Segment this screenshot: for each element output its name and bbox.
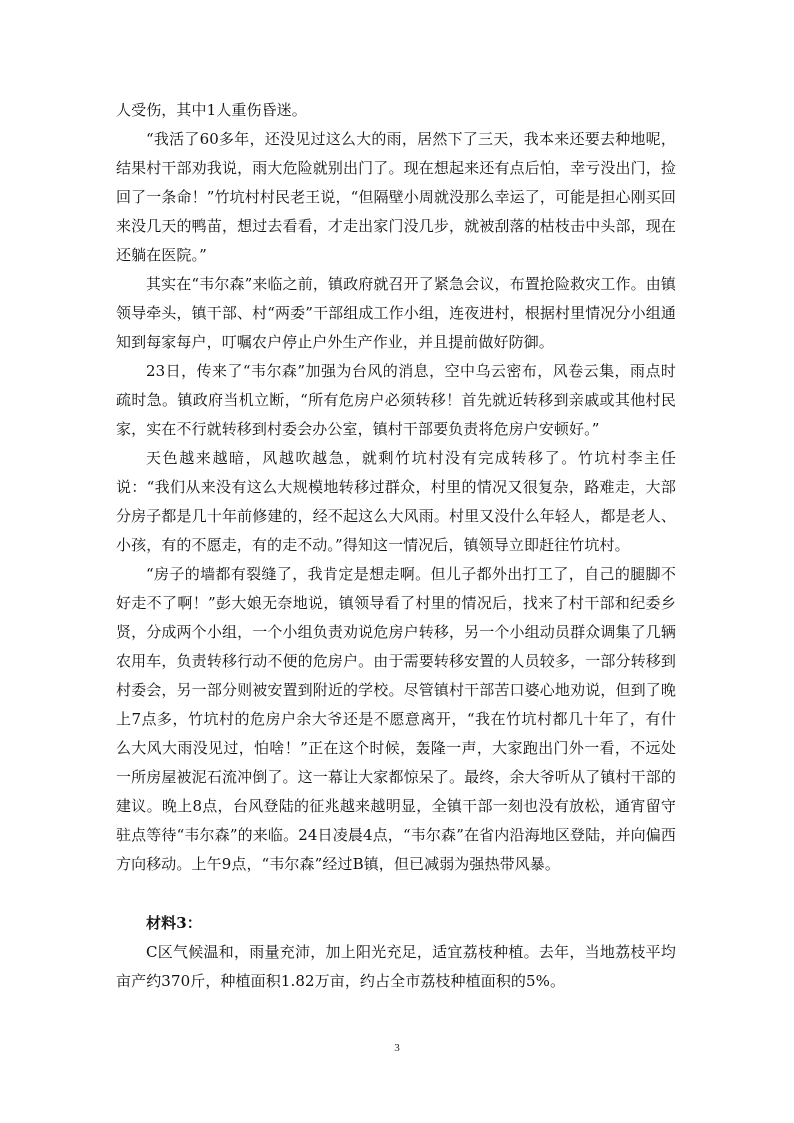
document-body (116, 96, 676, 996)
paragraph-zhukeng-village: 天色越来越暗，风越吹越急，就剩竹坑村没有完成转移了。竹坑村李主任说：“我们从来没有这么大规模地转移过群众，村里的情况又很复杂，路难走，大部分房子都是几十年前修建的，经不起这么大风雨。村里又没什么年轻人，都是老人、小孩，有的不愿走，有的走不动。”得知这一情况后，镇领导立即赶往竹坑村。 (116, 449, 676, 554)
page-number: 3 (394, 1042, 400, 1054)
paragraph-villager-quote: “我活了60多年，还没见过这么大的雨，居然下了三天，我本来还要去种地呢，结果村干部劝我说，雨大危险就别出门了。现在想起来还有点后怕，幸亏没出门，捡回了一条命！”竹坑村村民老王说，“但隔壁小周就没那么幸运了，可能是担心刚买回来没几天的鸭苗，想过去看看，才走出家门没几步，就被刮落的枯枝击中头部，现在还躺在医院。” (116, 130, 676, 264)
paragraph-continued: 人受伤，其中1人重伤昏迷。 (116, 101, 307, 119)
section-heading-material-3: 材料3： (146, 914, 202, 932)
paragraph-lychee: C区气候温和，雨量充沛，加上阳光充足，适宜荔枝种植。去年，当地荔枝平均亩产约370斤，种植面积1.82万亩，约占全市荔枝种植面积的5%。 (116, 943, 676, 990)
paragraph-relocation: “房子的墙都有裂缝了，我肯定是想走啊。但儿子都外出打工了，自己的腿脚不好走不了啊！”彭大娘无奈地说，镇领导看了村里的情况后，找来了村干部和纪委乡贤，分成两个小组，一个小组负责劝说危房户转移，另一个小组动员群众调集了几辆农用车，负责转移行动不便的危房户。由于需要转移安置的人员较多，一部分转移到村委会，另一部分则被安置到附近的学校。尽管镇村干部苦口婆心地劝说，但到了晚上7点多，竹坑村的危房户余大爷还是不愿意离开，“我在竹坑村都几十年了，有什么大风大雨没见过，怕啥！”正在这个时候，轰隆一声，大家跑出门外一看，不远处一所房屋被泥石流冲倒了。这一幕让大家都惊呆了。最终，余大爷听从了镇村干部的建议。晚上8点，台风登陆的征兆越来越明显，全镇干部一刻也没有放松，通宵留守驻点等待“韦尔森”的来临。24日凌晨4点，“韦尔森”在省内沿海地区登陆，并向偏西方向移动。上午9点，“韦尔森”经过B镇，但已减弱为强热带风暴。 (116, 565, 676, 873)
paragraph-typhoon-upgrade: 23日，传来了“韦尔森”加强为台风的消息，空中乌云密布，风卷云集，雨点时疏时急。镇政府当机立断，“所有危房户必须转移！首先就近转移到亲戚或其他村民家，实在不行就转移到村委会办公室，镇村干部要负责将危房户安顿好。” (116, 362, 676, 438)
paragraph-emergency-meeting: 其实在“韦尔森”来临之前，镇政府就召开了紧急会议，布置抢险救灾工作。由镇领导牵头，镇干部、村“两委”干部组成工作小组，连夜进村，根据村里情况分小组通知到每家每户，叮嘱农户停止户外生产作业，并且提前做好防御。 (116, 275, 676, 351)
